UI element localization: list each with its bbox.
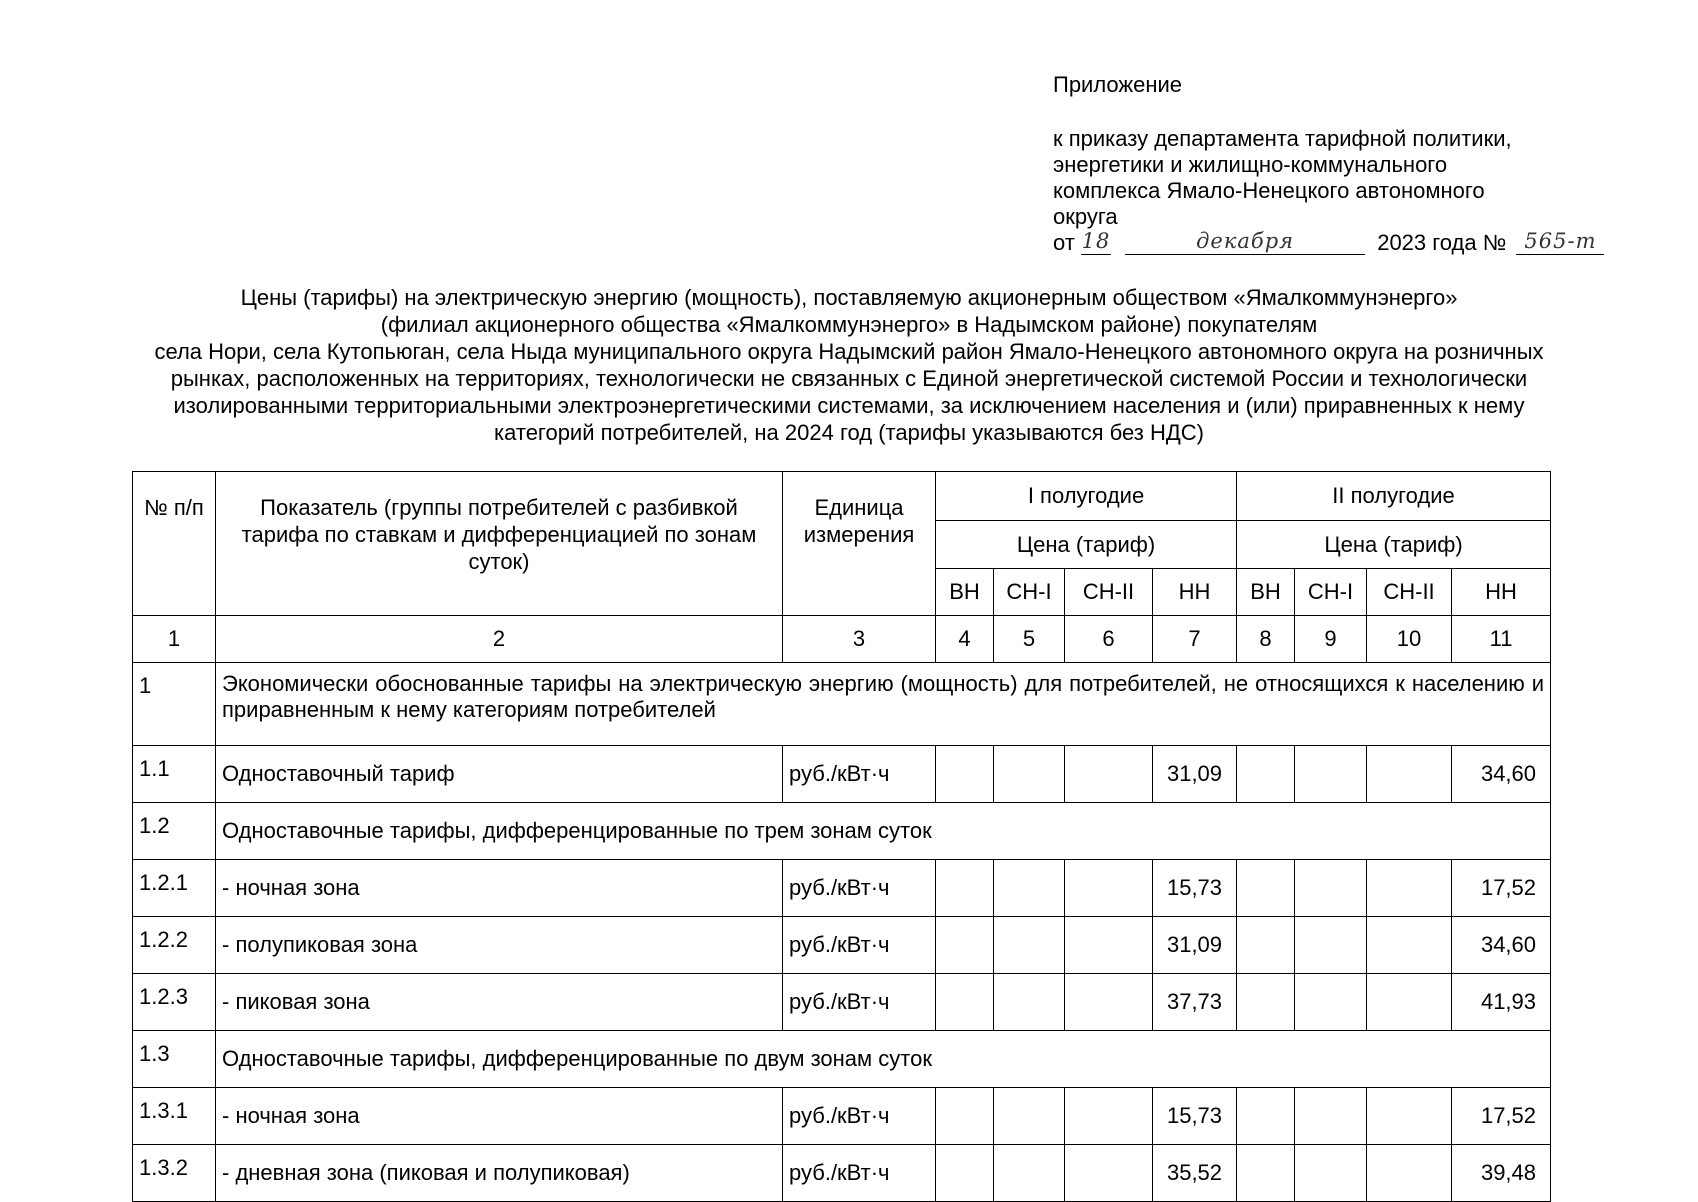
column-number: 4 — [936, 616, 994, 663]
annex-line-4: округа — [1053, 204, 1118, 229]
row-unit: руб./кВт·ч — [783, 1088, 936, 1145]
cell-nn-half-2: 34,60 — [1452, 746, 1551, 803]
row-unit: руб./кВт·ч — [783, 917, 936, 974]
cell-empty — [994, 974, 1065, 1031]
cell-nn-half-2: 41,93 — [1452, 974, 1551, 1031]
row-number: 1.2.1 — [133, 860, 216, 917]
cell-empty — [1367, 917, 1452, 974]
cell-empty — [994, 1145, 1065, 1202]
column-number: 6 — [1065, 616, 1153, 663]
cell-empty — [1295, 974, 1367, 1031]
header-price-2: Цена (тариф) — [1237, 521, 1551, 569]
table-row — [133, 974, 1551, 1031]
annex-line-3: комплекса Ямало-Ненецкого автономного — [1053, 178, 1485, 203]
table-row — [133, 1088, 1551, 1145]
cell-nn-half-1: 15,73 — [1153, 1088, 1237, 1145]
cell-empty — [936, 860, 994, 917]
cell-empty — [1295, 1145, 1367, 1202]
cell-empty — [1065, 917, 1153, 974]
cell-nn-half-2: 17,52 — [1452, 860, 1551, 917]
annex-line-2: энергетики и жилищно-коммунального — [1053, 152, 1448, 177]
handwritten-day: 18 — [1081, 229, 1111, 253]
row-name: - пиковая зона — [216, 974, 783, 1031]
year-label: 2023 года № — [1377, 230, 1507, 255]
subsection-row — [133, 803, 1551, 860]
cell-empty — [1295, 860, 1367, 917]
row-number: 1.2.2 — [133, 917, 216, 974]
row-number: 1.2.3 — [133, 974, 216, 1031]
row-number: 1.3.2 — [133, 1145, 216, 1202]
column-number: 9 — [1295, 616, 1367, 663]
header-volt-vn-1: ВН — [936, 569, 994, 616]
header-price-1: Цена (тариф) — [936, 521, 1237, 569]
table-row — [133, 746, 1551, 803]
cell-empty — [1065, 860, 1153, 917]
header-volt-nn-1: НН — [1153, 569, 1237, 616]
document-title — [40, 284, 1658, 446]
cell-empty — [1237, 746, 1295, 803]
cell-empty — [1295, 746, 1367, 803]
cell-nn-half-1: 35,52 — [1153, 1145, 1237, 1202]
month-blank — [1125, 230, 1365, 255]
column-number: 11 — [1452, 616, 1551, 663]
row-name: - ночная зона — [216, 1088, 783, 1145]
cell-empty — [1065, 1145, 1153, 1202]
cell-empty — [1367, 1088, 1452, 1145]
row-number: 1.1 — [133, 746, 216, 803]
row-number: 1.3.1 — [133, 1088, 216, 1145]
cell-empty — [1237, 917, 1295, 974]
column-number: 1 — [133, 616, 216, 663]
column-number: 2 — [216, 616, 783, 663]
cell-nn-half-1: 31,09 — [1153, 917, 1237, 974]
handwritten-number: 565-т — [1524, 229, 1597, 253]
annex-label: Приложение — [1053, 72, 1183, 97]
title-line-4: рынках, расположенных на территориях, технологически не связанных с Единой энергетической системой России и технологически — [170, 366, 1528, 391]
cell-empty — [936, 917, 994, 974]
column-number-row — [133, 616, 1551, 663]
section-row — [133, 663, 1551, 746]
header-unit: Единица измерения — [783, 472, 936, 616]
from-label: от — [1053, 230, 1075, 255]
table-row — [133, 1145, 1551, 1202]
header-volt-sn2-1: СН-II — [1065, 569, 1153, 616]
title-line-3: села Нори, села Кутопьюган, села Ныда муниципального округа Надымский район Ямало-Ненецкого автономного округа на розничных — [154, 339, 1544, 364]
cell-nn-half-1: 37,73 — [1153, 974, 1237, 1031]
cell-empty — [1237, 1145, 1295, 1202]
handwritten-month: декабря — [1196, 229, 1295, 253]
cell-empty — [1295, 917, 1367, 974]
cell-empty — [1367, 974, 1452, 1031]
header-volt-sn1-2: СН-I — [1295, 569, 1367, 616]
annex-line-1: к приказу департамента тарифной политики, — [1053, 126, 1512, 151]
subsection-title: Одноставочные тарифы, дифференцированные по трем зонам суток — [216, 803, 1551, 860]
cell-empty — [1367, 1145, 1452, 1202]
day-blank — [1081, 230, 1111, 255]
cell-nn-half-2: 39,48 — [1452, 1145, 1551, 1202]
row-name: - полупиковая зона — [216, 917, 783, 974]
cell-empty — [1065, 1088, 1153, 1145]
row-unit: руб./кВт·ч — [783, 1145, 936, 1202]
subsection-title: Одноставочные тарифы, дифференцированные по двум зонам суток — [216, 1031, 1551, 1088]
row-name: - ночная зона — [216, 860, 783, 917]
cell-empty — [936, 1088, 994, 1145]
cell-empty — [1065, 746, 1153, 803]
row-name: - дневная зона (пиковая и полупиковая) — [216, 1145, 783, 1202]
cell-empty — [936, 974, 994, 1031]
row-name: Одноставочный тариф — [216, 746, 783, 803]
table-row — [133, 917, 1551, 974]
header-half-1: I полугодие — [936, 472, 1237, 521]
row-unit: руб./кВт·ч — [783, 860, 936, 917]
order-date-line — [1053, 230, 1613, 256]
cell-empty — [994, 746, 1065, 803]
title-line-2: (филиал акционерного общества «Ямалкоммунэнерго» в Надымском районе) покупателям — [380, 312, 1318, 337]
cell-empty — [1065, 974, 1153, 1031]
column-number: 8 — [1237, 616, 1295, 663]
row-number: 1 — [133, 663, 216, 746]
number-blank — [1516, 230, 1604, 255]
row-number: 1.3 — [133, 1031, 216, 1088]
column-number: 5 — [994, 616, 1065, 663]
title-line-1: Цены (тарифы) на электрическую энергию (мощность), поставляемую акционерным обществом «Ямалкоммунэнерго» — [240, 285, 1458, 310]
header-half-2: II полугодие — [1237, 472, 1551, 521]
column-number: 10 — [1367, 616, 1452, 663]
cell-nn-half-1: 31,09 — [1153, 746, 1237, 803]
cell-nn-half-2: 34,60 — [1452, 917, 1551, 974]
cell-empty — [1367, 746, 1452, 803]
tariff-table — [132, 471, 1551, 1202]
title-line-6: категорий потребителей, на 2024 год (тарифы указываются без НДС) — [494, 420, 1204, 445]
cell-empty — [1295, 1088, 1367, 1145]
column-number: 3 — [783, 616, 936, 663]
cell-nn-half-2: 17,52 — [1452, 1088, 1551, 1145]
cell-empty — [994, 860, 1065, 917]
table-row — [133, 860, 1551, 917]
section-title: Экономически обоснованные тарифы на электрическую энергию (мощность) для потребителей, не относящихся к населению и приравненным к нему категориям потребителей — [216, 663, 1551, 746]
column-number: 7 — [1153, 616, 1237, 663]
annex-block — [1053, 72, 1613, 256]
subsection-row — [133, 1031, 1551, 1088]
header-volt-sn1-1: СН-I — [994, 569, 1065, 616]
cell-empty — [1237, 860, 1295, 917]
header-num: № п/п — [133, 472, 216, 616]
row-unit: руб./кВт·ч — [783, 974, 936, 1031]
row-unit: руб./кВт·ч — [783, 746, 936, 803]
cell-empty — [994, 917, 1065, 974]
title-line-5: изолированными территориальными электроэнергетическими системами, за исключением населения и (или) приравненных к нему — [173, 393, 1525, 418]
row-number: 1.2 — [133, 803, 216, 860]
cell-empty — [936, 1145, 994, 1202]
cell-empty — [1237, 974, 1295, 1031]
header-volt-vn-2: ВН — [1237, 569, 1295, 616]
cell-empty — [1237, 1088, 1295, 1145]
cell-empty — [1367, 860, 1452, 917]
header-indicator: Показатель (группы потребителей с разбивкой тарифа по ставкам и дифференциацией по зонам суток) — [216, 472, 783, 616]
cell-empty — [994, 1088, 1065, 1145]
header-volt-sn2-2: СН-II — [1367, 569, 1452, 616]
cell-empty — [936, 746, 994, 803]
header-volt-nn-2: НН — [1452, 569, 1551, 616]
cell-nn-half-1: 15,73 — [1153, 860, 1237, 917]
